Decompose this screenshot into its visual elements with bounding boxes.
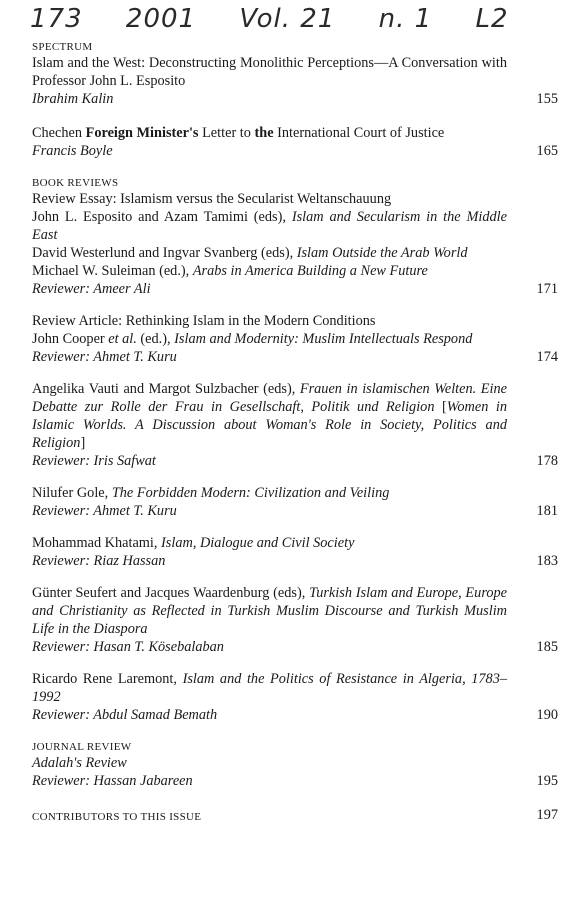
toc-entry-jabareen <box>32 754 558 790</box>
contributors-heading: CONTRIBUTORS TO THIS ISSUE <box>32 811 202 823</box>
toc-entry-hassan <box>32 534 558 570</box>
page-number: 174 <box>536 349 558 365</box>
toc-entry-kuru-2 <box>32 484 558 520</box>
entry-reviewer: Reviewer: Riaz Hassan <box>32 553 166 569</box>
entry-title: Islam and the West: Deconstructing Monolithic Perceptions—A Conversation with Professor John L. Esposito <box>32 55 507 89</box>
entry-author: Ibrahim Kalin <box>32 91 114 107</box>
toc-entry-bemath <box>32 670 558 724</box>
toc-entry-safwat <box>32 380 558 470</box>
toc-entry-kosebalaban <box>32 584 558 656</box>
entry-reviewer: Reviewer: Iris Safwat <box>32 453 156 469</box>
entry-title: Review Essay: Islamism versus the Secularist Weltanschauung <box>32 191 392 207</box>
hand-year: 2001 <box>125 4 197 34</box>
book-citation: Mohammad Khatami, Islam, Dialogue and Civil Society <box>32 535 355 551</box>
toc-entry-ali <box>32 190 558 298</box>
table-of-contents <box>32 40 558 824</box>
hand-volume: Vol. 21 <box>239 4 336 34</box>
entry-title: Review Article: Rethinking Islam in the Modern Conditions <box>32 313 376 329</box>
book-citation: Günter Seufert and Jacques Waardenburg (eds), Turkish Islam and Europe, Europe and Christianity as Reflected in Turkish Muslim Discourse and Turkish Muslim Life in the Diaspora <box>32 585 507 637</box>
book-citation: John Cooper et al. (ed.), Islam and Modernity: Muslim Intellectuals Respond <box>32 331 473 347</box>
toc-entry-boyle <box>32 124 558 160</box>
toc-entry-kuru-1 <box>32 312 558 366</box>
section-heading-book-reviews: BOOK REVIEWS <box>32 177 119 189</box>
section-heading-journal-review: JOURNAL REVIEW <box>32 741 132 753</box>
entry-title: Chechen Foreign Minister's Letter to the International Court of Justice <box>32 125 445 141</box>
handwritten-annotation <box>30 4 550 40</box>
page-number: 178 <box>536 453 558 469</box>
page-number: 155 <box>536 91 558 107</box>
entry-reviewer: Reviewer: Ahmet T. Kuru <box>32 349 177 365</box>
hand-issue: n. 1 <box>378 4 433 34</box>
page-number: 183 <box>536 553 558 569</box>
toc-entry-kalin <box>32 54 558 108</box>
entry-reviewer: Reviewer: Abdul Samad Bemath <box>32 707 218 723</box>
book-citation: Nilufer Gole, The Forbidden Modern: Civilization and Veiling <box>32 485 390 501</box>
page-number: 197 <box>536 807 558 823</box>
section-heading-spectrum: SPECTRUM <box>32 41 93 53</box>
entry-reviewer: Reviewer: Ahmet T. Kuru <box>32 503 177 519</box>
page-number: 185 <box>536 639 558 655</box>
toc-entry-contributors <box>32 806 558 824</box>
entry-author: Francis Boyle <box>32 143 113 159</box>
book-citation: David Westerlund and Ingvar Svanberg (eds), Islam Outside the Arab World <box>32 245 468 261</box>
book-citation: John L. Esposito and Azam Tamimi (eds), Islam and Secularism in the Middle East <box>32 209 507 243</box>
entry-reviewer: Reviewer: Hasan T. Kösebalaban <box>32 639 224 655</box>
page-number: 181 <box>536 503 558 519</box>
book-citation: Angelika Vauti and Margot Sulzbacher (eds), Frauen in islamischen Welten. Eine Debatte zur Rolle der Frau in Gesellschaft, Politik und Religion [Women in Islamic Worlds. A Discussion about Woman's Role in Society, Politics and Religion] <box>32 381 507 451</box>
entry-reviewer: Reviewer: Hassan Jabareen <box>32 773 193 789</box>
entry-reviewer: Reviewer: Ameer Ali <box>32 281 151 297</box>
book-citation: Ricardo Rene Laremont, Islam and the Politics of Resistance in Algeria, 1783–1992 <box>32 671 507 705</box>
hand-number: 173 <box>30 4 83 34</box>
page-number: 190 <box>536 707 558 723</box>
hand-code: L2 <box>475 4 509 34</box>
page-number: 165 <box>536 143 558 159</box>
page-number: 195 <box>536 773 558 789</box>
entry-title: Adalah's Review <box>32 755 127 771</box>
page-number: 171 <box>536 281 558 297</box>
book-citation: Michael W. Suleiman (ed.), Arabs in America Building a New Future <box>32 263 428 279</box>
